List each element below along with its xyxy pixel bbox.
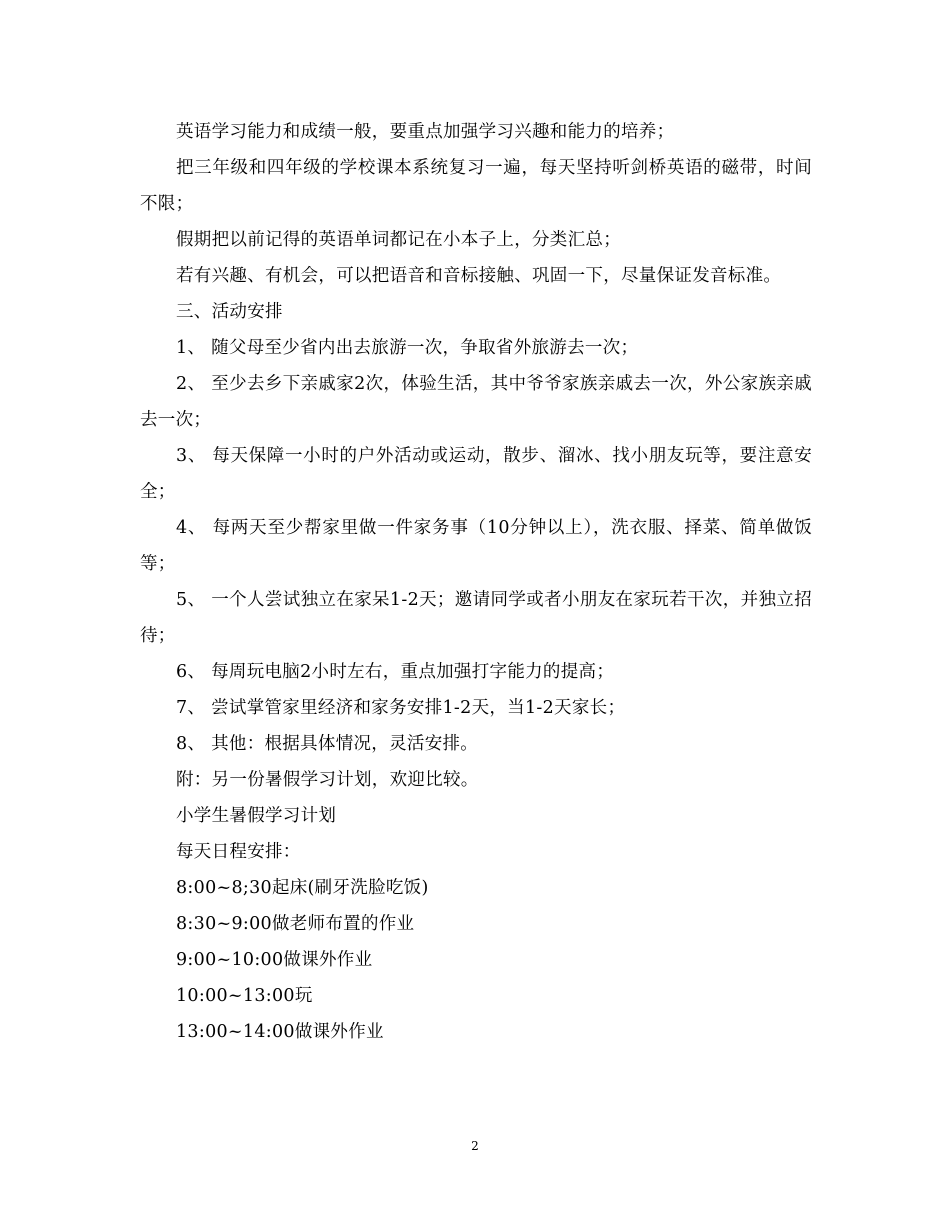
paragraph-phonetics: 若有兴趣、有机会，可以把语音和音标接触、巩固一下，尽量保证发音标准。 [176,266,782,286]
list-item-stay-alone: 5、 一个人尝试独立在家呆1-2天；邀请同学或者小朋友在家玩若干次，并独立招待； [140,590,812,646]
list-item-visit-relatives: 2、 至少去乡下亲戚家2次，体验生活，其中爷爷家族亲戚去一次，外公家族亲戚去一次； [140,374,812,430]
appendix-note: 附：另一份暑假学习计划，欢迎比较。 [176,770,479,790]
list-item-outdoor-activity: 3、 每天保障一小时的户外活动或运动，散步、溜冰、找小朋友玩等，要注意安全； [140,446,812,502]
list-item-housework: 4、 每两天至少帮家里做一件家务事（10分钟以上），洗衣服、择菜、简单做饭等； [140,518,812,574]
plan-title: 小学生暑假学习计划 [176,806,337,826]
paragraph-english-ability: 英语学习能力和成绩一般，要重点加强学习兴趣和能力的培养； [176,122,675,142]
schedule-item: 13:00~14:00做课外作业 [176,1022,384,1042]
schedule-item: 8:00~8;30起床(刷牙洗脸吃饭) [176,878,429,898]
section-heading-activities: 三、活动安排 [176,302,283,322]
list-item-travel: 1、 随父母至少省内出去旅游一次，争取省外旅游去一次； [176,338,639,358]
schedule-item: 8:30~9:00做老师布置的作业 [176,914,415,934]
page-number: 2 [471,1139,479,1153]
document-body [140,114,812,1050]
list-item-other: 8、 其他：根据具体情况，灵活安排。 [176,734,479,754]
paragraph-review-textbooks: 把三年级和四年级的学校课本系统复习一遍，每天坚持听剑桥英语的磁带，时间不限； [140,158,812,214]
schedule-item: 9:00~10:00做课外作业 [176,950,373,970]
list-item-household-management: 7、 尝试掌管家里经济和家务安排1-2天，当1-2天家长； [176,698,626,718]
paragraph-vocabulary-notebook: 假期把以前记得的英语单词都记在小本子上，分类汇总； [176,230,621,250]
schedule-heading: 每天日程安排： [176,842,301,862]
list-item-computer: 6、 每周玩电脑2小时左右，重点加强打字能力的提高； [176,662,615,682]
schedule-item: 10:00~13:00玩 [176,986,313,1006]
